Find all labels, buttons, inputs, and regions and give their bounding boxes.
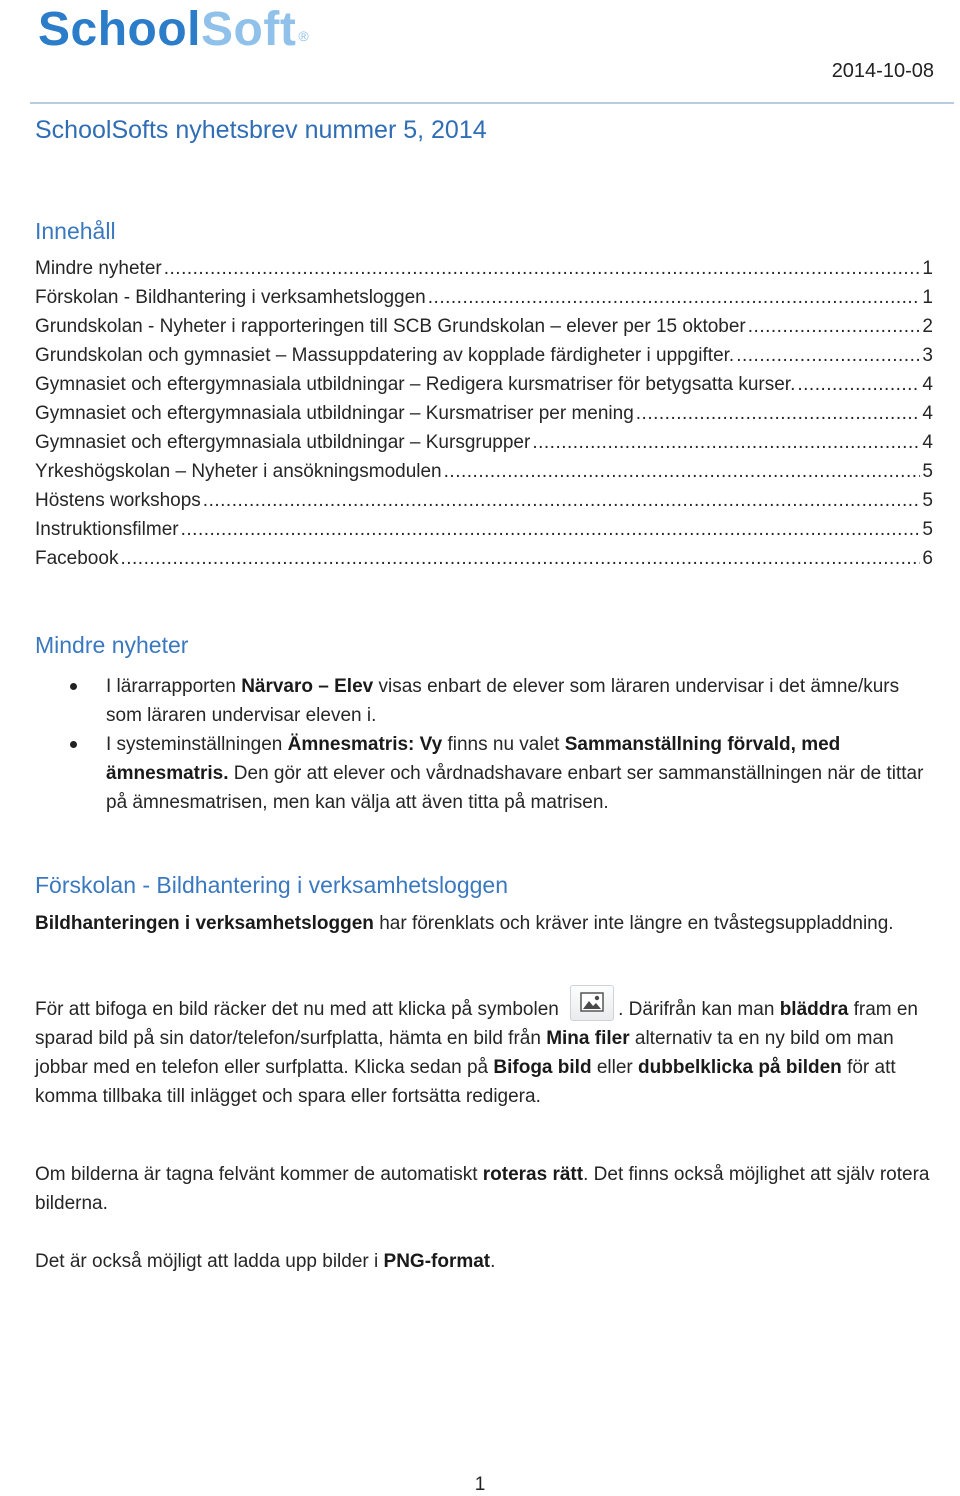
- toc-item[interactable]: Gymnasiet och eftergymnasiala utbildningar – Kursgrupper ..... 4: [35, 432, 933, 461]
- toc-heading: Innehåll: [35, 218, 116, 244]
- toc-item[interactable]: Instruktionsfilmer ..... 5: [35, 519, 933, 548]
- header: [0, 0, 960, 108]
- schoolsoft-logo: SchoolSoft ®: [38, 3, 310, 56]
- picture-icon[interactable]: [570, 985, 614, 1021]
- newsletter-date: 2014-10-08: [831, 60, 934, 82]
- bullet-icon: [70, 741, 77, 748]
- toc-item[interactable]: Facebook ..... 6: [35, 548, 933, 577]
- section-heading-mindre-nyheter: Mindre nyheter: [35, 632, 189, 658]
- bullet-icon: [70, 683, 77, 690]
- section-heading-forskolan: Förskolan - Bildhantering i verksamhetsloggen: [35, 872, 509, 898]
- paragraph: Bildhanteringen i verksamhetsloggen har förenklats och kräver inte längre en tvåstegsuppladdning.: [35, 913, 894, 934]
- toc-item[interactable]: Mindre nyheter ..... 1: [35, 258, 933, 287]
- toc-item[interactable]: Förskolan - Bildhantering i verksamhetsloggen ..... 1: [35, 287, 933, 316]
- page-number: 1: [474, 1474, 486, 1495]
- page-title: SchoolSofts nyhetsbrev nummer 5, 2014: [35, 116, 487, 144]
- news-bullet-list: [70, 672, 930, 817]
- paragraph: Det är också möjligt att ladda upp bilder i PNG-format.: [35, 1251, 496, 1272]
- toc-item[interactable]: Höstens workshops ..... 5: [35, 490, 933, 519]
- toc-item[interactable]: Gymnasiet och eftergymnasiala utbildningar – Kursmatriser per mening ..... 4: [35, 403, 933, 432]
- toc-item[interactable]: Grundskolan - Nyheter i rapporteringen till SCB Grundskolan – elever per 15 oktober ..... 2: [35, 316, 933, 345]
- toc-item[interactable]: Gymnasiet och eftergymnasiala utbildningar – Redigera kursmatriser för betygsatta kurser. ..... 4: [35, 374, 933, 403]
- list-item: I lärarrapporten Närvaro – Elev visas enbart de elever som läraren undervisar i det ämne/kurs som läraren undervisar eleven i.: [70, 672, 930, 730]
- paragraph: För att bifoga en bild räcker det nu med att klicka på symbolen . Därifrån kan man bläddra fram en sparad bild på sin dator/telefon/surfplatta, hämta en bild från Mina filer alternativ ta en ny bild om man jobbar med en telefon eller surfplatta. Klicka sedan på Bifoga bild eller dubbelklicka på bilden för att komma tillbaka till inlägget och spara eller fortsätta redigera.: [35, 985, 935, 1111]
- list-item: I systeminställningen Ämnesmatris: Vy finns nu valet Sammanställning förvald, med ämnesmatris. Den gör att elever och vårdnadshavare enbart ser sammanställningen när de tittar på ämnesmatrisen, men kan välja att även titta på matrisen.: [70, 730, 930, 817]
- header-divider: [30, 102, 954, 104]
- toc-item[interactable]: Yrkeshögskolan – Nyheter i ansökningsmodulen ..... 5: [35, 461, 933, 490]
- toc-item[interactable]: Grundskolan och gymnasiet – Massuppdatering av kopplade färdigheter i uppgifter. ..... 3: [35, 345, 933, 374]
- paragraph: Om bilderna är tagna felvänt kommer de automatiskt roteras rätt. Det finns också möjlighet att själv rotera bilderna.: [35, 1164, 930, 1214]
- table-of-contents: [35, 258, 933, 577]
